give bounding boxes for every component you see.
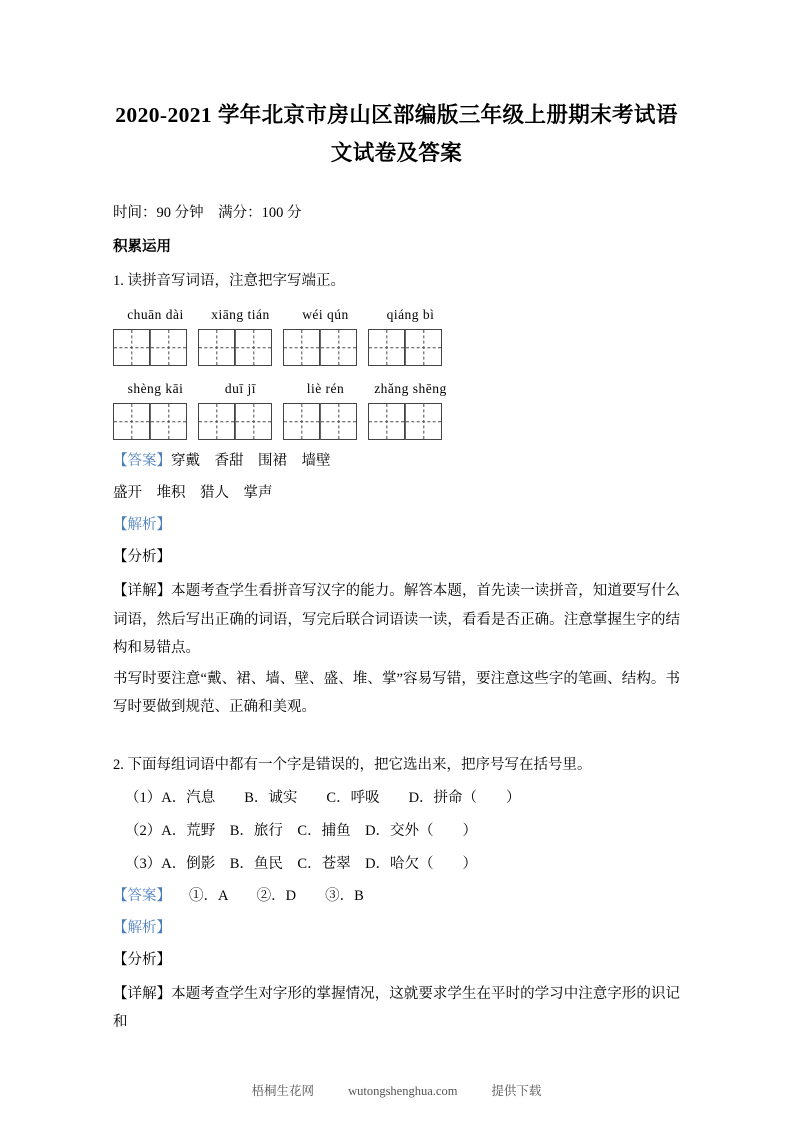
pinyin-label: zhǎng shēng [374,381,447,396]
question-2-answer [113,875,680,907]
footer-site-name: 梧桐生花网 [251,1084,315,1098]
question-1-analysis [113,536,680,568]
tianzige-group[interactable] [113,403,198,440]
question-2-option-row[interactable]: （1）A．汽息 B．诚实 C．呼吸 D．拼命（ ） [125,789,521,806]
pinyin-row-1 [113,292,680,324]
writing-grid-row-1 [113,324,680,366]
spacer [113,722,680,742]
question-2-detail: 【详解】本题考查学生对字形的掌握情况，这就要求学生在平时的学习中注意字形的识记和 [113,985,680,1030]
tianzige-cell[interactable] [368,403,405,440]
question-2-analysis [113,939,680,971]
pinyin-row-2 [113,366,680,398]
tianzige-group[interactable] [198,329,283,366]
tianzige-cell[interactable] [235,403,272,440]
tianzige-cell[interactable] [320,403,357,440]
tianzige-cell[interactable] [150,403,187,440]
footer-watermark [0,1082,793,1100]
question-2-option-row[interactable]: （3）A．倒影 B．鱼民 C．苍翠 D．哈欠（ ） [125,855,478,872]
question-1-answer [113,440,680,472]
pinyin-label: qiáng bì [386,307,435,322]
footer-note: 提供下载 [491,1084,542,1098]
tianzige-cell[interactable] [150,329,187,366]
pinyin-label: xiāng tián [211,307,270,322]
tianzige-group[interactable] [368,403,453,440]
pinyin-label: wéi qún [302,307,349,322]
tianzige-cell[interactable] [198,403,235,440]
question-2-option-row[interactable]: （2）A．荒野 B．旅行 C．捕鱼 D．交外（ ） [125,822,478,839]
pinyin-label: liè rén [306,381,345,396]
page-title: 2020-2021 学年北京市房山区部编版三年级上册期末考试语文试卷及答案 [115,103,678,165]
tianzige-group[interactable] [283,329,368,366]
question-1-detail-2: 书写时要注意“戴、裙、墙、壁、盛、堆、掌”容易写错，要注意这些字的笔画、结构。书写时要做到规范、正确和美观。 [113,670,680,715]
tianzige-group[interactable] [283,403,368,440]
tianzige-group[interactable] [113,329,198,366]
analysis-tag: 【分析】 [113,549,171,565]
exam-meta-line: 时间：90 分钟 满分：100 分 [113,205,302,221]
explain-tag: 【解析】 [113,517,171,533]
tianzige-cell[interactable] [283,329,320,366]
tianzige-cell[interactable] [368,329,405,366]
question-2-explain [113,907,680,939]
tianzige-cell[interactable] [113,329,150,366]
answer-text: 穿戴 香甜 围裙 墙壁 [171,453,331,469]
tianzige-cell[interactable] [198,329,235,366]
question-2-stem: 2. 下面每组词语中都有一个字是错误的，把它选出来，把序号写在括号里。 [113,756,592,773]
tianzige-cell[interactable] [320,329,357,366]
footer-site-url: wutongshenghua.com [348,1084,458,1098]
tianzige-group[interactable] [368,329,453,366]
answer-text: ①．A ②．D ③．B [189,887,364,904]
pinyin-label: chuān dài [127,307,184,322]
question-1-answer-continued: 盛开 堆积 猎人 掌声 [113,485,273,501]
tianzige-group[interactable] [198,403,283,440]
section-heading: 积累运用 [113,239,171,255]
pinyin-label: duī jī [224,381,257,396]
question-1-detail: 【详解】本题考查学生看拼音写汉字的能力。解答本题，首先读一读拼音，知道要写什么词语，然后写出正确的词语，写完后联合词语读一读，看看是否正确。注意掌握生字的结构和易错点。 [113,583,680,656]
question-1-explain [113,504,680,536]
question-1-stem: 1. 读拼音写词语，注意把字写端正。 [113,273,345,289]
tianzige-cell[interactable] [405,403,442,440]
analysis-tag: 【分析】 [113,951,171,968]
answer-tag: 【答案】 [113,887,171,904]
answer-tag: 【答案】 [113,453,171,469]
tianzige-cell[interactable] [405,329,442,366]
pinyin-label: shèng kāi [127,381,184,396]
explain-tag: 【解析】 [113,919,171,936]
tianzige-cell[interactable] [113,403,150,440]
tianzige-cell[interactable] [283,403,320,440]
tianzige-cell[interactable] [235,329,272,366]
writing-grid-row-2 [113,398,680,440]
